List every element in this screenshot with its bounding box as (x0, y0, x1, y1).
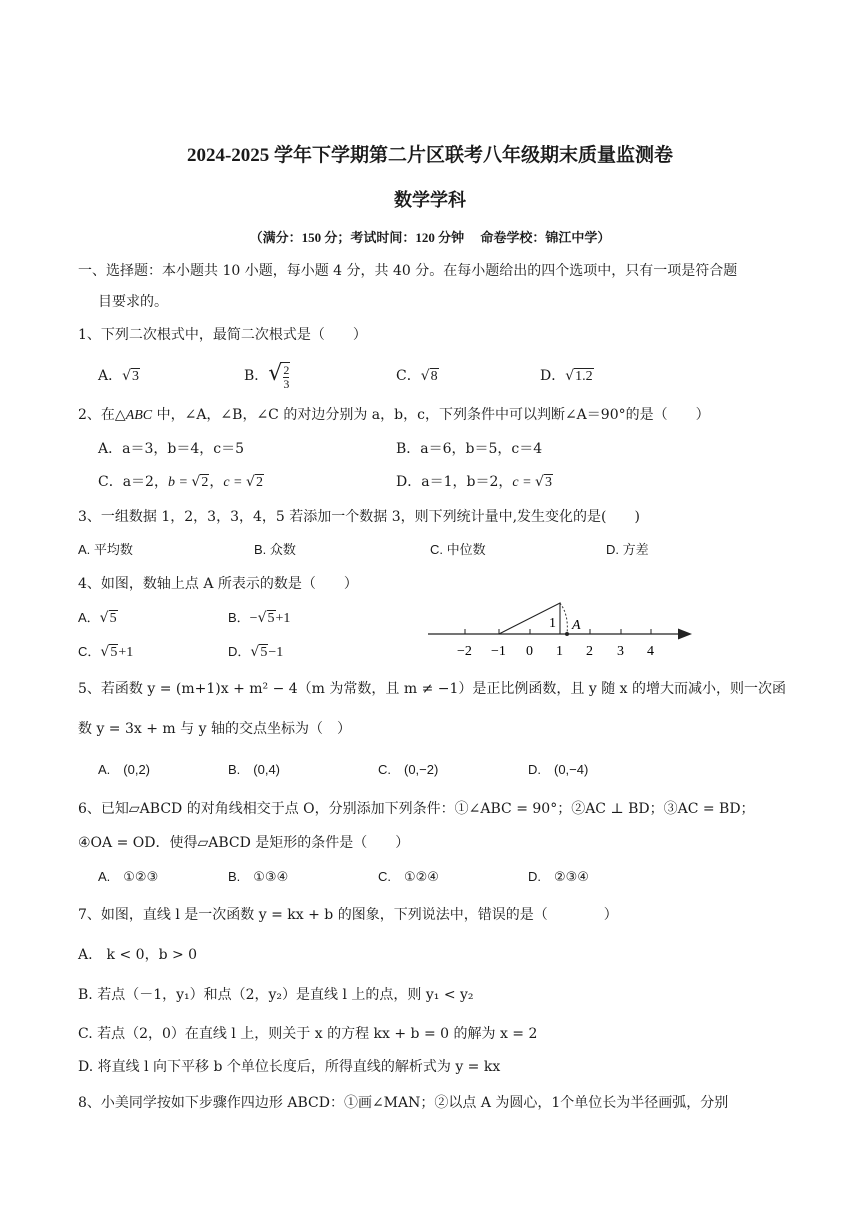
point-a-label: A (572, 618, 581, 633)
tick-label: −1 (491, 644, 506, 659)
q7-option-c: C. 若点（2，0）在直线 l 上，则关于 x 的方程 kx + b = 0 的解为 x = 2 (78, 1026, 538, 1042)
number-line-figure (420, 585, 700, 665)
q3-option-b: B. 众数 (254, 542, 296, 557)
q6-stem-cont: ④OA = OD．使得▱ABCD 是矩形的条件是（ ） (78, 835, 410, 851)
q4-option-d: D．√5−1 (228, 644, 284, 660)
q7-stem: 7、如图，直线 l 是一次函数 y = kx + b 的图象，下列说法中，错误的是（ ） (78, 907, 618, 923)
tick-label: 0 (526, 644, 533, 659)
section-heading-cont: 目要求的。 (98, 294, 168, 310)
tick-label: 3 (617, 644, 624, 659)
q7-option-d: D. 将直线 l 向下平移 b 个单位长度后，所得直线的解析式为 y = kx (78, 1059, 501, 1075)
tick-label: 4 (647, 644, 654, 659)
q2-option-c: C．a＝2，b = √2，c = √2 (98, 474, 263, 490)
q1-option-a: A．√3 (98, 368, 140, 384)
q1-option-c: C．√8 (396, 368, 438, 384)
point-a-dot (565, 632, 569, 636)
q5-stem-cont: 数 y = 3x + m 与 y 轴的交点坐标为（ ） (78, 721, 351, 737)
arrow-head-icon (678, 629, 692, 640)
number-line-ticks (465, 629, 651, 634)
q2-option-d: D．a＝1，b＝2，c = √3 (396, 474, 552, 490)
exam-info: （满分：150 分；考试时间：120 分钟 命卷学校：锦江中学） (249, 230, 611, 245)
q7-option-b: B. 若点（－1，y₁）和点（2，y₂）是直线 l 上的点，则 y₁ < y₂ (78, 987, 474, 1003)
q6-option-c: C. ①②④ (378, 869, 439, 884)
q2-option-b: B．a＝6，b＝5，c＝4 (396, 441, 543, 457)
compass-arc (560, 603, 567, 634)
triangle-height-label: 1 (549, 616, 556, 631)
q2-stem: 2、在△ABC 中，∠A，∠B，∠C 的对边分别为 a，b，c，下列条件中可以判断∠A＝90°的是（ ） (78, 407, 710, 423)
q5-stem: 5、若函数 y = (m+1)x + m² − 4（m 为常数，且 m ≠ −1）是正比例函数，且 y 随 x 的增大而减小，则一次函 (78, 681, 787, 697)
q1-option-d: D．√1.2 (540, 368, 593, 384)
q7-option-a: A. k < 0，b > 0 (78, 947, 198, 963)
tick-label: 1 (556, 644, 563, 659)
q5-option-d: D. (0,−4) (528, 762, 589, 777)
exam-title: 2024-2025 学年下学期第二片区联考八年级期末质量监测卷 (186, 145, 674, 166)
q3-option-d: D. 方差 (606, 542, 649, 557)
q4-option-b: B．−√5+1 (228, 610, 291, 626)
q4-option-a: A．√5 (78, 610, 117, 626)
exam-subject: 数学学科 (394, 190, 466, 210)
q3-option-a: A. 平均数 (78, 542, 133, 557)
tick-label: 2 (586, 644, 593, 659)
q5-option-a: A. (0,2) (98, 762, 151, 777)
q6-stem: 6、已知▱ABCD 的对角线相交于点 O，分别添加下列条件：①∠ABC = 90°；②AC ⊥ BD；③AC = BD； (78, 801, 755, 817)
q4-stem: 4、如图，数轴上点 A 所表示的数是（ ） (78, 576, 358, 592)
q8-stem: 8、小美同学按如下步骤作四边形 ABCD：①画∠MAN；②以点 A 为圆心，1个单位长为半径画弧，分别 (78, 1095, 729, 1111)
q1-stem: 1、下列二次根式中，最简二次根式是（ ） (78, 327, 367, 343)
q6-option-d: D. ②③④ (528, 869, 589, 884)
q5-option-c: C. (0,−2) (378, 762, 439, 777)
q6-option-b: B. ①③④ (228, 869, 289, 884)
tick-label: −2 (457, 644, 472, 659)
q6-option-a: A. ①②③ (98, 869, 159, 884)
q5-option-b: B. (0,4) (228, 762, 281, 777)
q4-option-c: C．√5+1 (78, 644, 134, 660)
q2-option-a: A．a＝3，b＝4，c＝5 (98, 441, 244, 457)
q3-stem: 3、一组数据 1，2，3，3，4，5 若添加一个数据 3，则下列统计量中,发生变化的是( ) (78, 509, 640, 525)
section-heading: 一、选择题：本小题共 10 小题，每小题 4 分，共 40 分。在每小题给出的四个选项中，只有一项是符合题 (78, 263, 738, 279)
q1-option-b: B．√ $\frac{2}{3}$ (244, 361, 290, 391)
q3-option-c: C. 中位数 (430, 542, 486, 557)
